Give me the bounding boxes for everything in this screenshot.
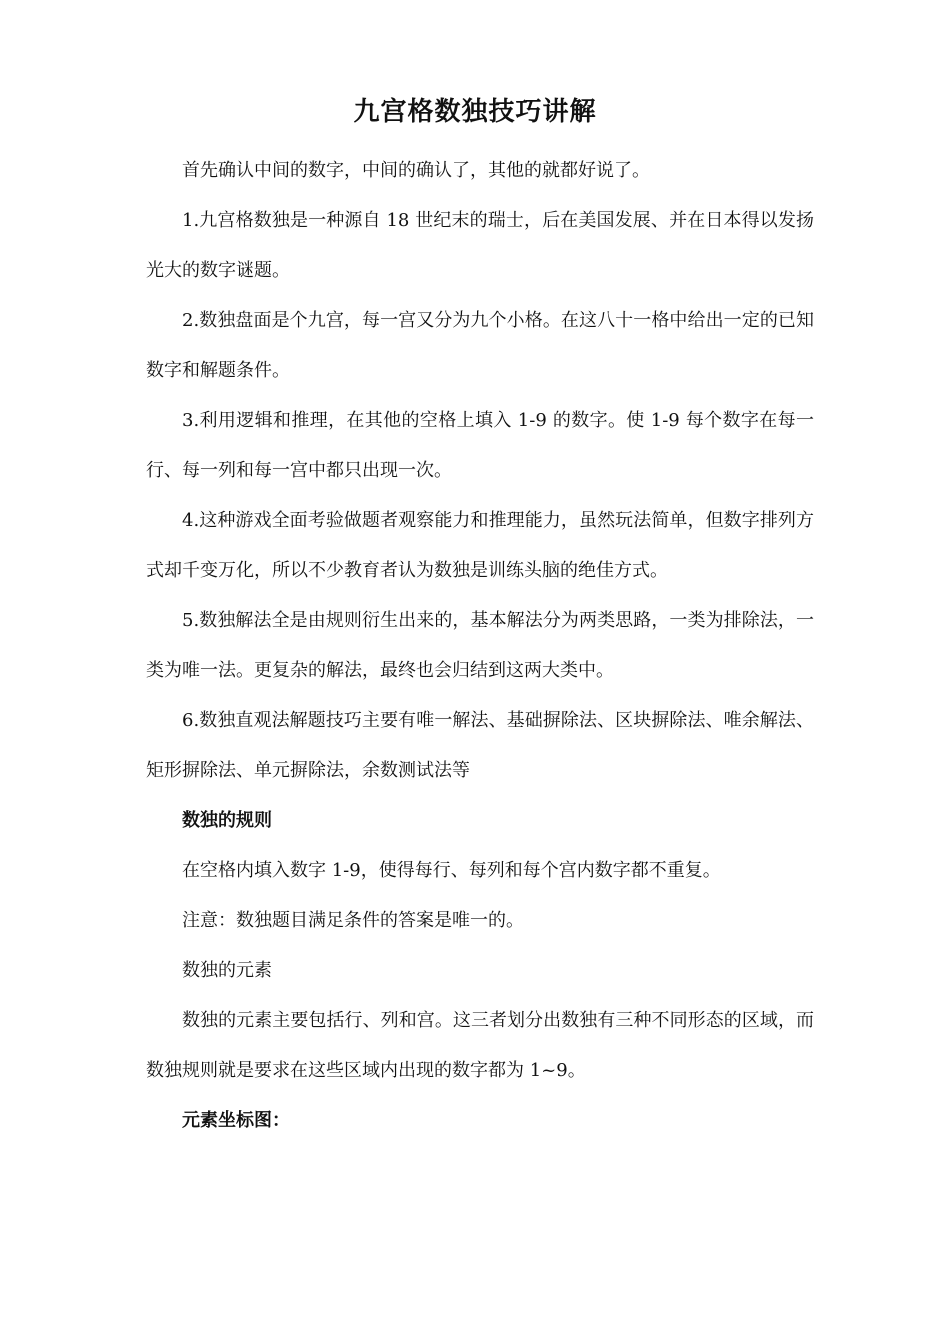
- paragraph-2: 2.数独盘面是个九宫，每一宫又分为九个小格。在这八十一格中给出一定的已知数字和解题条件。: [146, 310, 814, 381]
- coords-heading: 元素坐标图：: [182, 1110, 290, 1131]
- paragraph-4: 4.这种游戏全面考验做题者观察能力和推理能力，虽然玩法简单，但数字排列方式却千变万化，所以不少教育者认为数独是训练头脑的绝佳方式。: [146, 510, 814, 581]
- elements-text: 数独的元素主要包括行、列和宫。这三者划分出数独有三种不同形态的区域，而数独规则就是要求在这些区域内出现的数字都为 1~9。: [146, 1010, 814, 1081]
- intro-paragraph: 首先确认中间的数字，中间的确认了，其他的就都好说了。: [182, 160, 650, 181]
- paragraph-6: 6.数独直观法解题技巧主要有唯一解法、基础摒除法、区块摒除法、唯余解法、矩形摒除法、单元摒除法，余数测试法等: [146, 710, 814, 781]
- rules-text: 在空格内填入数字 1-9，使得每行、每列和每个宫内数字都不重复。: [182, 860, 721, 881]
- paragraph-1: 1.九宫格数独是一种源自 18 世纪末的瑞士，后在美国发展、并在日本得以发扬光大的数字谜题。: [146, 210, 814, 281]
- paragraph-5: 5.数独解法全是由规则衍生出来的，基本解法分为两类思路，一类为排除法，一类为唯一法。更复杂的解法，最终也会归结到这两大类中。: [146, 610, 814, 681]
- elements-heading: 数独的元素: [182, 960, 272, 981]
- note-text: 注意：数独题目满足条件的答案是唯一的。: [182, 910, 524, 931]
- rules-heading: 数独的规则: [182, 810, 272, 831]
- document-title: 九宫格数独技巧讲解: [353, 97, 597, 127]
- paragraph-3: 3.利用逻辑和推理，在其他的空格上填入 1-9 的数字。使 1-9 每个数字在每一行、每一列和每一宫中都只出现一次。: [146, 410, 814, 481]
